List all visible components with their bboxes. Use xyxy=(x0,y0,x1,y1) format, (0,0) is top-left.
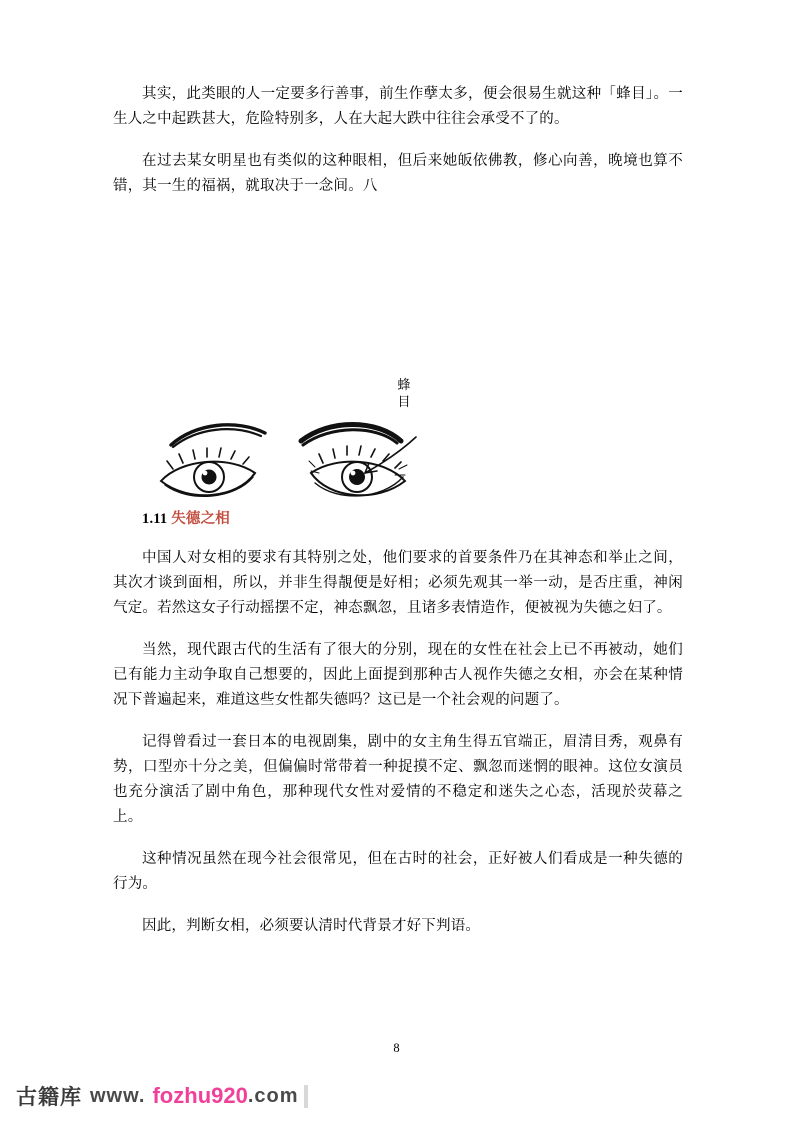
paragraph: 其实，此类眼的人一定要多行善事，前生作孽太多，便会很易生就这种「蜂目」。一生人之中起跌甚大，危险特别多，人在大起大跌中往往会承受不了的。 xyxy=(113,86,683,127)
paragraph: 记得曾看过一套日本的电视剧集，剧中的女主角生得五官端正，眉清目秀，观鼻有势，口型亦十分之美，但偏偏时常带着一种捉摸不定、飘忽而迷惘的眼神。这位女演员也充分演活了剧中角色，那种现代女性对爱情的不稳定和迷失之心态，活现於荧幕之上。 xyxy=(113,734,683,825)
figure-label-char: 蜂 xyxy=(397,377,411,392)
page-number: 8 xyxy=(393,1041,400,1055)
watermark-tld: .com xyxy=(247,1084,299,1107)
paragraph: 中国人对女相的要求有其特别之处，他们要求的首要条件乃在其神态和举止之间，其次才谈到面相，所以，并非生得靚便是好相；必须先观其一举一动，是否庄重，神闲气定。若然这女子行动摇摆不定，神态飘忽，且诸多表情造作，便被视为失德之妇了。 xyxy=(113,550,683,616)
paragraph: 在过去某女明星也有类似的这种眼相，但后来她皈依佛教，修心向善，晚境也算不错，其一生的福祸，就取决于一念间。八 xyxy=(113,153,683,194)
section-title: 失德之相 xyxy=(171,511,231,527)
figure-label xyxy=(396,376,412,410)
page-content xyxy=(113,82,683,956)
watermark-divider xyxy=(304,1085,308,1108)
watermark-brand: fozhu920 xyxy=(152,1083,248,1108)
section-number: 1.11 xyxy=(142,511,168,527)
figure-label-char: 目 xyxy=(397,394,411,409)
watermark-www: www. xyxy=(90,1084,146,1107)
bee-eye-illustration xyxy=(133,411,433,546)
figure-bee-eye xyxy=(113,221,683,471)
paragraph: 当然，现代跟古代的生活有了很大的分别，现在的女性在社会上已不再被动，她们已有能力主动争取自己想要的，因此上面提到那种古人视作失德之女相，亦会在某种情况下普遍起来，难道这些女性都失德吗？这已是一个社会观的问题了。 xyxy=(113,642,683,708)
watermark-site-name: 古籍库 xyxy=(16,1086,82,1109)
watermark xyxy=(16,1081,308,1111)
paragraph: 因此，判断女相，必须要认清时代背景才好下判语。 xyxy=(142,918,481,934)
paragraph: 这种情况虽然在现今社会很常见，但在古时的社会，正好被人们看成是一种失德的行为。 xyxy=(113,851,683,892)
